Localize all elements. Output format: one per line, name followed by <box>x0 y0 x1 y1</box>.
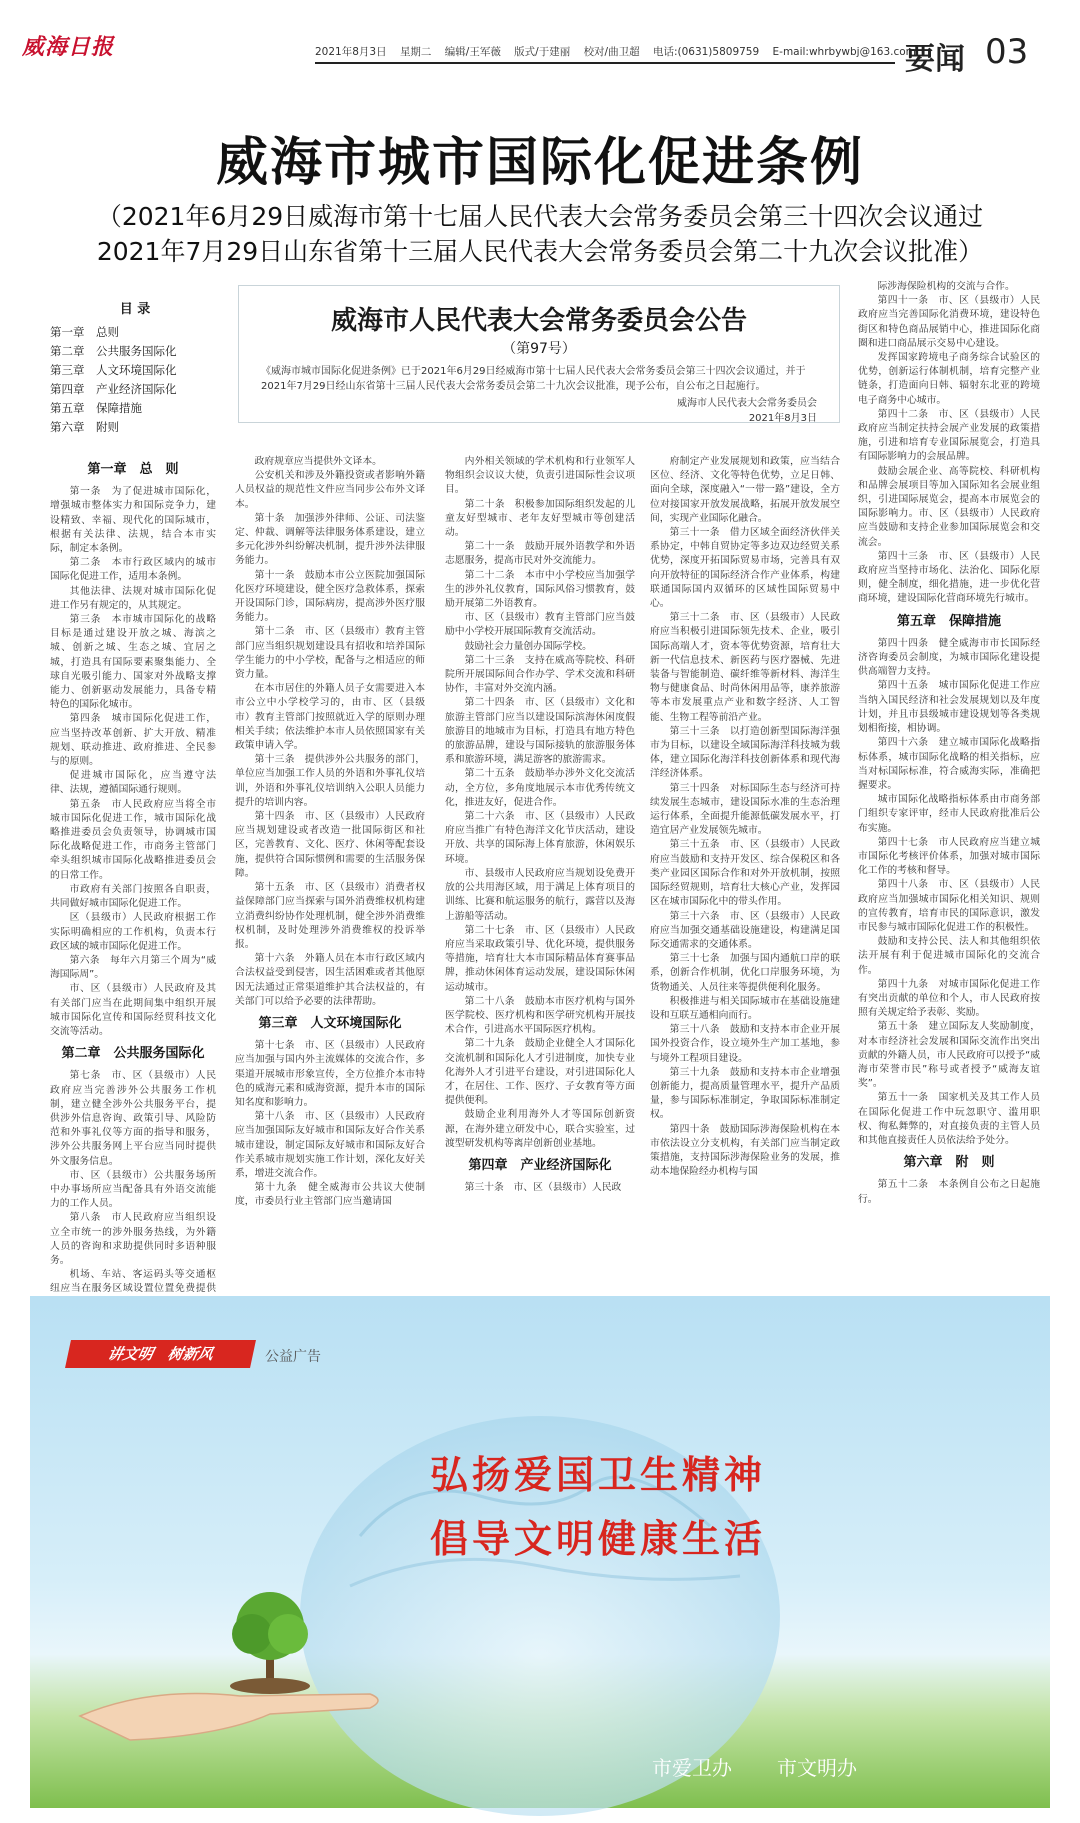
article-paragraph: 积极推进与相关国际城市在基础设施建设和互联互通相向而行。 <box>650 995 840 1021</box>
chapter-heading: 第三章 人文环境国际化 <box>258 1015 402 1031</box>
ad-sponsor-1: 市爱卫办 <box>652 1756 732 1780</box>
article-paragraph: 市、区（县级市）教育主管部门应当鼓励中小学校开展国际教育交流活动。 <box>445 612 635 638</box>
article-paragraph: 第十五条 市、区（县级市）消费者权益保障部门应当探索与国外消费维权机构建立消费纠纷协作处理机制，健全涉外消费维权机制，及时处理涉外消费维权的投诉举报。 <box>235 882 425 950</box>
article-paragraph: 第三条 本市城市国际化的战略目标是通过建设开放之城、海滨之城、创新之城、生态之城、宜居之城，打造具有国际要素聚集能力、全球自光吸引能力、国家对外战略支撑能力、创新驱动发展能力，具备专精特色的国际化城市。 <box>50 614 216 711</box>
ad-tag: 讲文明 树新风 <box>65 1340 256 1368</box>
masthead <box>0 0 1080 77</box>
article-paragraph: 市政府有关部门按照各自职责，共同做好城市国际化促进工作。 <box>50 883 216 910</box>
article-paragraph: 第十七条 市、区（县级市）人民政府应当加强与国内外主流媒体的交流合作，多渠道开展城市形象宣传，全方位推介本市特色的威海元素和威海资源，提升本市的国际知名度和影响力。 <box>235 1040 425 1108</box>
article-paragraph: 第四十七条 市人民政府应当建立城市国际化考核评价体系，加强对城市国际化工作的考核和督导。 <box>858 836 1040 877</box>
article-paragraph: 第一条 为了促进城市国际化，增强城市整体实力和国际竞争力，建设精致、幸福、现代化的国际城市，根据有关法律、法规，结合本市实际，制定本条例。 <box>50 486 216 555</box>
article-paragraph: 第十三条 提供涉外公共服务的部门，单位应当加强工作人员的外语和外事礼仪培训，外语和外事礼仪培训纳入公职人员能力提升的培训内容。 <box>235 754 425 808</box>
toc-item: 第一章 总则 <box>50 325 119 339</box>
article-paragraph: 区（县级市）人民政府根据工作实际明确相应的工作机构，负责本行政区域的城市国际化促进工作。 <box>50 912 216 952</box>
article-column-4 <box>650 455 840 1265</box>
article-paragraph: 第二十六条 市、区（县级市）人民政府应当推广有特色海洋文化节庆活动，建设开放、共享的国际海上体育旅游，休闲娱乐环境。 <box>445 811 635 865</box>
proofreader: 校对/曲卫超 <box>583 46 640 58</box>
article-paragraph: 际涉海保险机构的交流与合作。 <box>877 281 1015 292</box>
article-paragraph: 市、区（县级市）公共服务场所中办事场所应当配备具有外语交流能力的工作人员。 <box>50 1169 216 1210</box>
article-paragraph: 第二十八条 鼓励本市医疗机构与国外医学院校、医疗机构和医学研究机构开展技术合作，引进高水平国际医疗机构。 <box>445 995 635 1036</box>
article-paragraph: 第二十条 积极参加国际组织发起的儿童友好型城市、老年友好型城市等创建活动。 <box>445 498 635 539</box>
subtitle-approved: 2021年7月29日山东省第十三届人民代表大会常务委员会第二十九次会议批准） <box>96 237 984 266</box>
article-paragraph: 第二十三条 支持在威高等院校、科研院所开展国际间合作办学、学术交流和科研协作，丰富对外交流内涵。 <box>445 654 635 695</box>
article-paragraph: 第三十七条 加强与国内通航口岸的联系，创新合作机制，优化口岸服务环境，为货物通关、人员往来等提供便利化服务。 <box>650 953 840 993</box>
article-paragraph: 第十六条 外籍人员在本市行政区域内合法权益受到侵害，因生活困难或者其他原因无法通过正常渠道维护其合法权益的，有关部门可以给予必要的法律帮助。 <box>235 953 425 1007</box>
article-paragraph: 第二十一条 鼓励开展外语教学和外语志愿服务，提高市民对外交流能力。 <box>445 541 635 567</box>
ad-slogan-1: 弘扬爱国卫生精神 <box>430 1453 767 1497</box>
announcement-box <box>238 285 840 423</box>
phone: 电话:(0631)5809759 <box>652 46 760 58</box>
article-paragraph: 第四十四条 健全威海市市长国际经济咨询委员会制度，为城市国际化建设提供高端智力支持。 <box>858 637 1040 678</box>
article-paragraph: 第三十八条 鼓励和支持本市企业开展国外投资合作，设立境外生产加工基地，参与境外工程项目建设。 <box>650 1024 840 1064</box>
toc-heading: 目 录 <box>119 302 151 317</box>
masthead-rule <box>315 62 895 64</box>
announcement-signature: 威海市人民代表大会常务委员会 <box>677 398 817 409</box>
chapter-heading: 第四章 产业经济国际化 <box>468 1157 612 1173</box>
ad-slogan-2: 倡导文明健康生活 <box>430 1517 767 1561</box>
article-paragraph: 公安机关和涉及外籍投资或者影响外籍人员权益的规范性文件应当同步公布外文译本。 <box>235 470 425 510</box>
article-paragraph: 第三十四条 对标国际生态与经济可持续发展生态城市，建设国际水准的生态治理运行体系，全面提升能源低碳发展水平，打造宜居产业发展领先城市。 <box>650 782 840 837</box>
table-of-contents <box>50 300 220 437</box>
article-paragraph: 第二十九条 鼓励企业健全人才国际化交流机制和国际化人才引进制度，加快专业化海外人才引进平台建设，对引进国际化人才，在居住、工作、医疗、子女教育等方面提供便利。 <box>445 1038 635 1107</box>
article-column-5 <box>858 280 1040 1270</box>
issue-weekday: 星期二 <box>399 46 432 58</box>
article-paragraph: 第五十二条 本条例自公布之日起施行。 <box>858 1179 1040 1205</box>
article-paragraph: 第十条 加强涉外律师、公证、司法鉴定、仲裁、调解等法律服务体系建设，建立多元化涉外纠纷解决机制，提升涉外法律服务能力。 <box>235 512 425 567</box>
layout-editor: 版式/于建丽 <box>514 46 571 58</box>
article-paragraph: 第五十一条 国家机关及其工作人员在国际化促进工作中玩忽职守、滥用职权、徇私舞弊的，对直接负责的主管人员和其他直接责任人员依法给予处分。 <box>858 1092 1040 1146</box>
editor: 编辑/王军薇 <box>444 46 501 58</box>
subtitle-passed: （2021年6月29日威海市第十七届人民代表大会常务委员会第三十四次会议通过 <box>96 202 984 231</box>
article-paragraph: 第八条 市人民政府应当组织设立全市统一的涉外服务热线，为外籍人员的咨询和求助提供同时多语种服务。 <box>50 1212 216 1266</box>
page-number: 03 <box>985 32 1029 72</box>
hand-icon <box>70 1656 390 1746</box>
page-title: 威海市城市国际化促进条例 <box>215 132 864 193</box>
announcement-number: （第97号） <box>502 341 576 357</box>
article-paragraph: 第四十三条 市、区（县级市）人民政府应当坚持市场化、法治化、国际化原则，健全制度，细化措施，进一步优化营商环境，建设国际化营商环境先行城市。 <box>858 550 1040 605</box>
article-paragraph: 第二十四条 市、区（县级市）文化和旅游主管部门应当以建设国际滨海休闲度假旅游目的地城市为目标，打造具有地方特色的旅游品牌，建设与国际接轨的旅游服务体系和旅游环境，满足游客的旅游需求。 <box>445 697 635 766</box>
announcement-title: 威海市人民代表大会常务委员会公告 <box>330 306 747 336</box>
announcement-body <box>261 364 817 426</box>
article-column-2 <box>235 455 425 1265</box>
article-paragraph: 第四条 城市国际化促进工作，应当坚持改革创新、扩大开放、精准规划、联动推进、政府推进、全民参与的原则。 <box>50 713 216 768</box>
article-paragraph: 第十四条 市、区（县级市）人民政府应当规划建设或者改造一批国际街区和社区，完善教育、文化、医疗、休闲等配套设施，提供符合国际惯例和需要的生活服务保障。 <box>235 811 425 879</box>
article-column-3 <box>445 455 635 1265</box>
ad-kind: 公益广告 <box>265 1349 321 1365</box>
article-paragraph: 鼓励企业利用海外人才等国际创新资源，在海外建立研发中心，联合实验室，过渡型研发机构等离岸创新创业基地。 <box>445 1109 635 1149</box>
announcement-date: 2021年8月3日 <box>748 413 817 424</box>
article-paragraph: 第三十五条 市、区（县级市）人民政府应当鼓励和支持开发区、综合保税区和各类产业园区国际合作和对外开放机制，按照国际经贸规则，培育壮大核心产业，发挥园区在城市国际化中的带头作用。 <box>650 839 840 908</box>
article-paragraph: 第四十五条 城市国际化促进工作应当纳入国民经济和社会发展规划以及年度计划，并且市县级城市建设规划等各类规划相衔接，相协调。 <box>858 680 1040 735</box>
article-paragraph: 第二条 本市行政区域内的城市国际化促进工作，适用本条例。 <box>50 557 216 583</box>
article-paragraph: 市、县级市人民政府应当规划设免费开放的公共用海区域，用于满足上体育项目的训练、比赛和航运服务的航行，露营以及海上游船等活动。 <box>445 867 635 922</box>
article-paragraph: 第六条 每年六月第三个周为“威海国际周”。 <box>50 954 216 981</box>
chapter-heading: 第五章 保障措施 <box>896 613 1001 629</box>
chapter-heading: 第一章 总 则 <box>87 462 179 477</box>
article-paragraph: 第十二条 市、区（县级市）教育主管部门应当组织规划建设具有招收和培养国际学生能力的中小学校，配备与之相适应的师资力量。 <box>235 626 425 681</box>
toc-item: 第二章 公共服务国际化 <box>50 344 177 358</box>
article-paragraph: 发挥国家跨境电子商务综合试验区的优势，创新运行体制机制，培育完整产业链条，打造面向日韩、辐射东北亚的跨境电子商务中心城市。 <box>858 352 1040 406</box>
article-column-1 <box>50 455 216 1295</box>
article-paragraph: 第三十三条 以打造创新型国际海洋强市为目标，以建设全域国际海洋科技城为载体，建立国际化海洋科技创新体系和现代海洋经济体系。 <box>650 725 840 780</box>
issue-meta <box>315 44 926 59</box>
article-paragraph: 第四十二条 市、区（县级市）人民政府应当制定扶持会展产业发展的政策措施，引进和培育专业国际展览会，打造具有国际影响力的会展品牌。 <box>858 408 1040 463</box>
article-paragraph: 第三十条 市、区（县级市）人民政 <box>464 1182 622 1194</box>
issue-date: 2021年8月3日 <box>315 46 387 58</box>
article-paragraph: 第三十九条 鼓励和支持本市企业增强创新能力，提高质量管理水平，提升产品质量，参与国际标准制定，争取国际标准制定权。 <box>650 1066 840 1121</box>
toc-item: 第四章 产业经济国际化 <box>50 382 177 396</box>
article-paragraph: 第四十九条 对城市国际化促进工作有突出贡献的单位和个人，市人民政府按照有关规定给予表彰、奖励。 <box>858 978 1040 1019</box>
toc-item: 第六章 附则 <box>50 420 119 434</box>
newspaper-logo: 威海日报 <box>22 34 115 60</box>
article-paragraph: 内外相关领域的学术机构和行业领军人物组织会议议大使，负责引进国际性会议项目。 <box>445 456 635 496</box>
article-paragraph: 第十八条 市、区（县级市）人民政府应当加强国际友好城市和国际友好合作关系城市建设，制定国际友好城市和国际友好合作关系城市规划实施工作计划，深化友好关系，增进交流合作。 <box>235 1111 425 1179</box>
article-paragraph: 第五条 市人民政府应当将全市城市国际化促进工作，城市国际化战略推进委员会负责领导，协调城市国际化战略促进工作，市商务主管部门牵头组织城市国际化战略推进委员会的日常工作。 <box>50 798 216 881</box>
article-paragraph: 第四十六条 建立城市国际化战略指标体系，城市国际化战略的相关指标，应当对标国际标准，符合威海实际，准确把握要求。 <box>858 737 1040 791</box>
email: E-mail:whrbywbj@163.com <box>772 46 916 58</box>
article-paragraph: 第二十五条 鼓励举办涉外文化交流活动，全方位，多角度地展示本市优秀传统文化，推进友好，促进合作。 <box>445 768 635 808</box>
article-paragraph: 鼓励社会力量创办国际学校。 <box>464 640 592 652</box>
article-paragraph: 第十一条 鼓励本市公立医院加强国际化医疗环境建设，健全医疗急救体系，探索开设国际门诊，国际病房，提高涉外医疗服务能力。 <box>235 569 425 624</box>
article-paragraph: 政府规章应当提供外文译本。 <box>254 456 382 467</box>
article-paragraph: 第四十一条 市、区（县级市）人民政府应当完善国际化消费环境，建设特色街区和特色商品展销中心，推进国际化商圈和进口商品展示交易中心建设。 <box>858 295 1040 349</box>
article-paragraph: 促进城市国际化，应当遵守法律、法规，遵循国际通行规则。 <box>50 770 216 796</box>
article-paragraph: 其他法律、法规对城市国际化促进工作另有规定的，从其规定。 <box>50 585 216 611</box>
public-service-ad <box>30 1296 1050 1808</box>
article-paragraph: 市、区（县级市）人民政府及其有关部门应当在此期间集中组织开展城市国际化宣传和国际经贸科技文化交流等活动。 <box>50 983 216 1037</box>
article-paragraph: 府制定产业发展规划和政策，应当结合区位、经济、文化等特色优势，立足日韩、面向全球，深度融入“一带一路”建设，全方位对接国家开放发展战略，拓展开放发展空间，实现产业国际化融合。 <box>650 456 840 524</box>
section-name: 要闻 <box>905 42 965 77</box>
article-paragraph: 鼓励会展企业、高等院校、科研机构和品牌会展项目等加入国际知名会展业组织，引进国际展览会，提高本市展览会的国际影响力。市、区（县级市）人民政府应当鼓励和支持企业参加国际展览会和交流会。 <box>858 465 1040 548</box>
announcement-text: 《威海市城市国际化促进条例》已于2021年6月29日经威海市第十七届人民代表大会常务委员会第三十四次会议通过，并于2021年7月29日经山东省第十三届人民代表大会常务委员会第二十九次会议批准，现予公布，自公布之日起施行。 <box>261 366 806 392</box>
toc-item: 第五章 保障措施 <box>50 401 142 415</box>
article-paragraph: 第三十六条 市、区（县级市）人民政府应当加强交通基础设施建设，构建满足国际交通需求的交通体系。 <box>650 910 840 950</box>
article-paragraph: 第三十一条 借力区域全面经济伙伴关系协定，中韩自贸协定等多边双边经贸关系优势，深度开拓国际贸易市场，完善具有双向开放特征的国际经济合作产业体系，构建联通国际国内双循环的区域性国际贸易中心。 <box>650 527 840 610</box>
chapter-heading: 第六章 附 则 <box>903 1155 995 1171</box>
article-paragraph: 第十九条 健全威海市公共议大使制度，市委员行业主管部门应当邀请国 <box>235 1182 425 1208</box>
article-paragraph: 机场、车站、客运码头等交通枢纽应当在服务区域设置位置免费提供 <box>50 1269 216 1295</box>
article-paragraph: 在本市居住的外籍人员子女需要进入本市公立中小学校学习的，由市、区（县级市）教育主管部门按照就近入学的原则办理相关手续；依法维护本市人员依照国家有关政策申请入学。 <box>235 683 425 752</box>
article-paragraph: 第五十条 建立国际友人奖励制度，对本市经济社会发展和国际交流作出突出贡献的外籍人员，市人民政府可以授予“威海市荣誉市民”称号或者授予“威海友谊奖”。 <box>858 1021 1040 1090</box>
article-paragraph: 第三十二条 市、区（县级市）人民政府应当积极引进国际领先技术、企业，吸引国际高端人才，资本等优势资源，培育壮大新一代信息技术、新医药与医疗器械、先进装备与智能制造、碳纤维等新材料、海洋生物与健康食品、时尚休闲用品等，康养旅游等本市发展重点产业和数字经济、人工智能、生物工程等前沿产业。 <box>650 612 840 723</box>
article-paragraph: 第四十条 鼓励国际涉海保险机构在本市依法设立分支机构，有关部门应当制定政策措施，支持国际涉海保险业务的发展，推动本地保险经办机构与国 <box>650 1123 840 1178</box>
article-paragraph: 第七条 市、区（县级市）人民政府应当完善涉外公共服务工作机制，建立健全涉外公共服务平台，提供涉外信息咨询、政策引导、风险防范和外事礼仪等方面的指导和服务，涉外公共服务网上平台应当同时提供外文服务信息。 <box>50 1070 216 1167</box>
article-paragraph: 第二十二条 本市中小学校应当加强学生的涉外礼仪教育，国际风俗习惯教育，鼓励开展第二外语教育。 <box>445 569 635 610</box>
article-paragraph: 第四十八条 市、区（县级市）人民政府应当加强城市国际化相关知识、规则的宣传教育，培育市民的国际意识，激发市民参与城市国际化促进工作的积极性。 <box>858 879 1040 933</box>
article-paragraph: 第二十七条 市、区（县级市）人民政府应当采取政策引导、优化环境，提供服务等措施，培育壮大本市国际精品体育赛事品牌，推动休闲体育运动发展，建设国际休闲运动城市。 <box>445 924 635 993</box>
article-paragraph: 城市国际化战略指标体系由市商务部门组织专家评审，经市人民政府批准后公布实施。 <box>858 794 1040 834</box>
ad-sponsor-2: 市文明办 <box>777 1756 857 1780</box>
chapter-heading: 第二章 公共服务国际化 <box>61 1046 205 1062</box>
toc-item: 第三章 人文环境国际化 <box>50 363 177 377</box>
article-paragraph: 鼓励和支持公民、法人和其他组织依法开展有利于促进城市国际化的交流合作。 <box>858 936 1040 976</box>
